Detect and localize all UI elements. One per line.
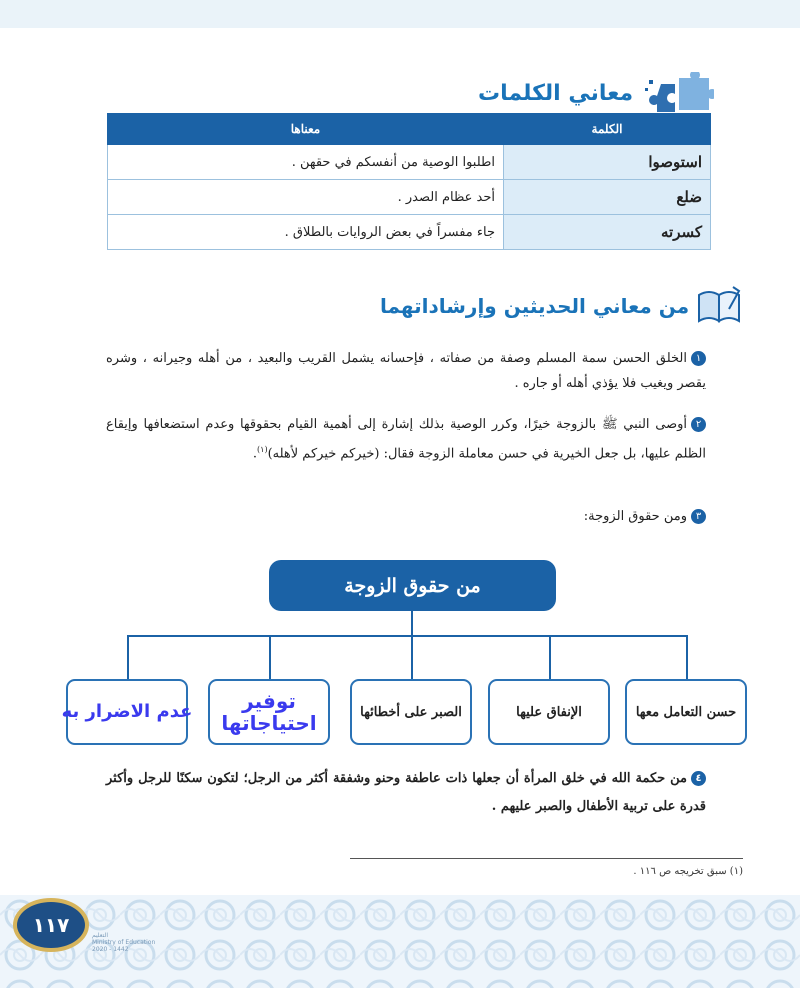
point-number: ٣: [691, 509, 706, 524]
point-2: [106, 412, 706, 466]
connector-line: [411, 635, 413, 679]
vocab-word: ضلع: [504, 180, 711, 215]
point-text: أوصى النبي ﷺ بالزوجة خيرًا، وكرر الوصية بذلك إشارة إلى أهمية القيام بحقوقها وعدم استضعافها وإيقاع الظلم عليها، بل جعل الخيرية في حسن معاملة الزوجة فقال: (خيركم خيركم لأهله): [106, 417, 706, 462]
connector-line: [411, 611, 413, 636]
book-icon: [695, 285, 745, 327]
header-meaning: معناها: [108, 114, 504, 145]
header-word: الكلمة: [504, 114, 711, 145]
logo-line: Ministry of Education: [92, 939, 156, 946]
logo-line: 2020 - 1442: [92, 946, 129, 953]
point-4: [106, 765, 706, 821]
table-row: [108, 215, 711, 250]
point-text: ومن حقوق الزوجة:: [583, 509, 687, 524]
point-1: [106, 346, 706, 396]
section-header-vocab: [478, 72, 714, 114]
vocab-meaning: اطلبوا الوصية من أنفسكم في حقهن .: [108, 145, 504, 180]
footnote-ref: (١): [257, 445, 268, 454]
connector-line: [127, 635, 129, 679]
connector-line: [269, 635, 271, 679]
ministry-logo: [92, 932, 155, 953]
diagram-child-handwritten: [61, 679, 193, 745]
point-text: الخلق الحسن سمة المسلم وصفة من صفاته ، فإحسانه يشمل القريب والبعيد ، من أهله وجيرانه ، وشره يقصر ويغيب فلا يؤذي أهله أو جاره .: [106, 351, 706, 391]
point-text: من حكمة الله في خلق المرأة أن جعلها ذات عاطفة وحنو وشفقة أكثر من الرجل؛ لتكون سكنًا للرجل وأكثر قدرة على تربية الأطفال والصبر عليهم .: [106, 771, 706, 814]
handwritten-answer: توفير احتياجاتها: [221, 689, 317, 735]
child-label: الإنفاق عليها: [516, 704, 582, 720]
vocab-word: استوصوا: [504, 145, 711, 180]
table-row: [108, 180, 711, 215]
diagram-child: [350, 679, 472, 745]
point-number: ٤: [691, 771, 706, 786]
section-title-meanings: من معاني الحديثين وإرشاداتهما: [380, 294, 690, 318]
footnote: (١) سبق تخريجه ص ١١٦ .: [633, 866, 743, 877]
connector-line: [549, 635, 551, 679]
section-header-meanings: [380, 285, 745, 327]
diagram-child-handwritten: [208, 679, 330, 745]
child-label: الصبر على أخطائها: [360, 704, 462, 720]
logo-line: التعليم: [92, 932, 108, 939]
connector-line: [127, 635, 688, 637]
top-band: [0, 0, 800, 28]
handwritten-answer: عدم الاضرار به: [61, 701, 193, 722]
vocab-table: [107, 113, 711, 250]
diagram-child: [625, 679, 747, 745]
section-title-vocab: معاني الكلمات: [478, 80, 634, 106]
child-label: حسن التعامل معها: [635, 704, 737, 720]
connector-line: [686, 635, 688, 679]
page-number-badge: ١١٧: [13, 898, 89, 952]
diagram-root: من حقوق الزوجة: [269, 560, 556, 611]
footnote-divider: [350, 858, 743, 859]
point-3: [106, 504, 706, 529]
puzzle-icon: [639, 72, 714, 114]
diagram-child: [488, 679, 610, 745]
point-number: ٢: [691, 417, 706, 432]
vocab-meaning: أحد عظام الصدر .: [108, 180, 504, 215]
point-number: ١: [691, 351, 706, 366]
vocab-word: كسرته: [504, 215, 711, 250]
vocab-header-row: [108, 114, 711, 145]
table-row: [108, 145, 711, 180]
point-end: .: [252, 446, 258, 462]
vocab-meaning: جاء مفسراً في بعض الروايات بالطلاق .: [108, 215, 504, 250]
